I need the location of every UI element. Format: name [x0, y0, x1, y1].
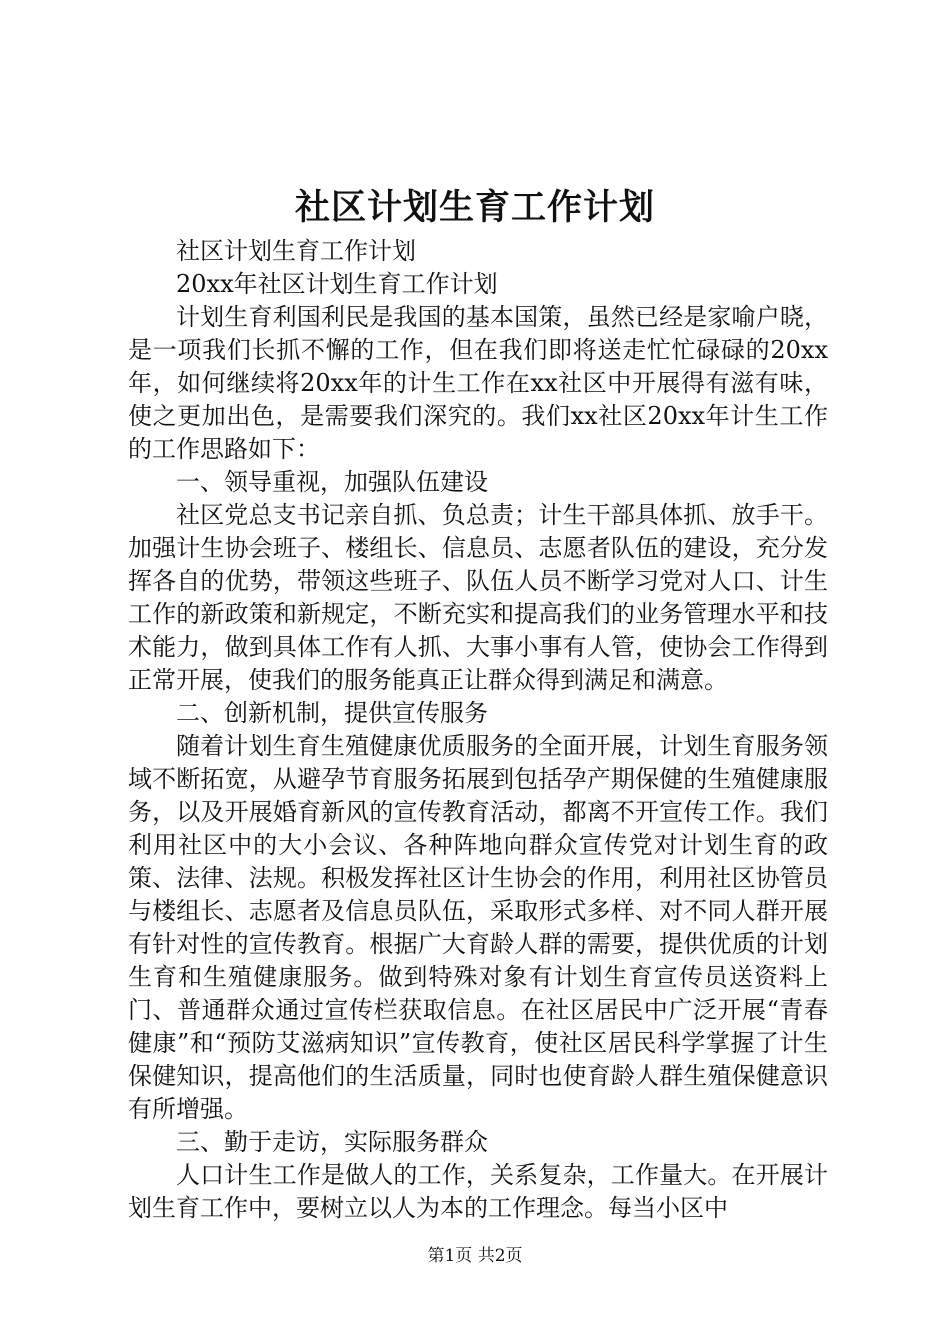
- document-title: 社区计划生育工作计划: [294, 187, 655, 228]
- section-heading-2: 二、创新机制，提供宣传服务: [176, 699, 488, 727]
- paragraph-year-title: 20xx年社区计划生育工作计划: [176, 270, 498, 298]
- page-number-footer: 第1页 共2页: [427, 1246, 523, 1266]
- paragraph-intro: 计划生育利国利民是我国的基本国策，虽然已经是家喻户晓，是一项我们长抓不懈的工作，但在我们即将送走忙忙碌碌的20xx年，如何继续将20xx年的计生工作在xx社区中开展得有滋有味，使之更加出色，是需要我们深究的。我们xx社区20xx年计生工作的工作思路如下：: [128, 303, 828, 463]
- paragraph-subtitle: 社区计划生育工作计划: [176, 237, 416, 265]
- paragraph-section-2: 随着计划生育生殖健康优质服务的全面开展，计划生育服务领域不断拓宽，从避孕节育服务拓展到包括孕产期保健的生殖健康服务，以及开展婚育新风的宣传教育活动，都离不开宣传工作。我们利用社区中的大小会议、各种阵地向群众宣传党对计划生育的政策、法律、法规。积极发挥社区计生协会的作用，利用社区协管员与楼组长、志愿者及信息员队伍，采取形式多样、对不同人群开展有针对性的宣传教育。根据广大育龄人群的需要，提供优质的计划生育和生殖健康服务。做到特殊对象有计划生育宣传员送资料上门、普通群众通过宣传栏获取信息。在社区居民中广泛开展“青春健康”和“预防艾滋病知识”宣传教育，使社区居民科学掌握了计生保健知识，提高他们的生活质量，同时也使育龄人群生殖保健意识有所增强。: [128, 732, 828, 1123]
- section-heading-1: 一、领导重视，加强队伍建设: [176, 468, 488, 496]
- document-body: [128, 235, 828, 1225]
- paragraph-section-1: 社区党总支书记亲自抓、负总责；计生干部具体抓、放手干。加强计生协会班子、楼组长、信息员、志愿者队伍的建设，充分发挥各自的优势，带领这些班子、队伍人员不断学习党对人口、计生工作的新政策和新规定，不断充实和提高我们的业务管理水平和技术能力，做到具体工作有人抓、大事小事有人管，使协会工作得到正常开展，使我们的服务能真正让群众得到满足和满意。: [128, 501, 828, 694]
- paragraph-section-3: 人口计生工作是做人的工作，关系复杂，工作量大。在开展计划生育工作中，要树立以人为本的工作理念。每当小区中: [128, 1161, 828, 1222]
- section-heading-3: 三、勤于走访，实际服务群众: [176, 1128, 488, 1156]
